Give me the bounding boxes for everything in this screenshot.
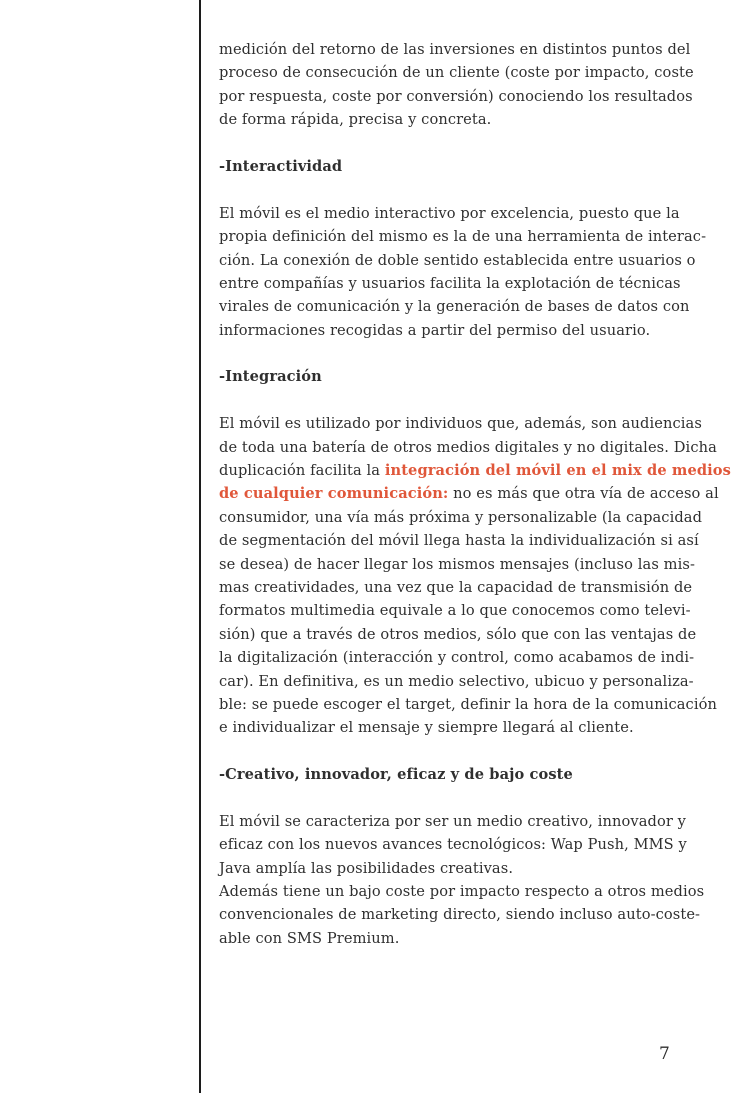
margin-rule <box>199 0 201 1093</box>
paragraph-creativo <box>219 810 705 950</box>
text-fragment: duplicación facilita la <box>219 462 385 480</box>
text-line: Además tiene un bajo coste por impacto respecto a otros medios <box>219 883 705 901</box>
text-line: medición del retorno de las inversiones en distintos puntos del <box>219 41 691 58</box>
text-line: virales de comunicación y la generación de bases de datos con <box>219 298 690 316</box>
text-line: se desea) de hacer llegar los mismos mensajes (incluso las mis- <box>219 555 695 573</box>
text-line: de forma rápida, precisa y concreta. <box>219 111 492 129</box>
text-line: entre compañías y usuarios facilita la explotación de técnicas <box>219 274 681 292</box>
text-line: ción. La conexión de doble sentido establecida entre usuarios o <box>219 251 696 269</box>
highlighted-phrase: integración del móvil en el mix de medios <box>384 462 731 480</box>
page-content <box>219 38 731 950</box>
text-line: convencionales de marketing directo, siendo incluso auto-coste- <box>219 906 701 924</box>
text-line <box>219 482 719 505</box>
text-line: proceso de consecución de un cliente (coste por impacto, coste <box>219 64 694 82</box>
text-line: mas creatividades, una vez que la capacidad de transmisión de <box>219 578 693 596</box>
text-line: propia definición del mismo es la de una herramienta de interac- <box>219 228 707 246</box>
text-line: sión) que a través de otros medios, sólo que con las ventajas de <box>219 625 697 643</box>
text-line: eficaz con los nuevos avances tecnológicos: Wap Push, MMS y <box>219 836 687 854</box>
page-number: 7 <box>659 1044 670 1064</box>
highlighted-phrase: de cualquier comunicación: <box>219 485 449 503</box>
text-fragment: no es más que otra vía de acceso al <box>448 485 719 503</box>
section-heading-integracion: -Integración <box>219 368 322 386</box>
text-line: car). En definitiva, es un medio selectivo, ubicuo y personaliza- <box>219 672 694 690</box>
text-line: Java amplía las posibilidades creativas. <box>219 859 514 877</box>
text-line: consumidor, una vía más próxima y personalizable (la capacidad <box>219 508 703 526</box>
section-heading-interactividad: -Interactividad <box>219 157 343 175</box>
text-line: El móvil es el medio interactivo por excelencia, puesto que la <box>219 204 680 222</box>
text-line: El móvil se caracteriza por ser un medio creativo, innovador y <box>219 812 687 830</box>
text-line: ble: se puede escoger el target, definir la hora de la comunicación <box>219 695 717 713</box>
section-heading-creativo: -Creativo, innovador, eficaz y de bajo coste <box>219 766 573 784</box>
text-line: la digitalización (interacción y control, como acabamos de indi- <box>219 649 695 667</box>
paragraph-intro <box>219 38 694 132</box>
paragraph-integracion <box>219 412 731 739</box>
text-line: e individualizar el mensaje y siempre llegará al cliente. <box>219 719 634 737</box>
text-line: able con SMS Premium. <box>219 929 400 947</box>
paragraph-interactividad <box>219 202 707 342</box>
text-line: de segmentación del móvil llega hasta la individualización si así <box>219 532 699 550</box>
text-line: informaciones recogidas a partir del permiso del usuario. <box>219 321 651 339</box>
text-line <box>219 459 731 482</box>
text-line: por respuesta, coste por conversión) conociendo los resultados <box>219 87 693 105</box>
text-line: formatos multimedia equivale a lo que conocemos como televi- <box>219 602 691 620</box>
text-line: de toda una batería de otros medios digitales y no digitales. Dicha <box>219 438 717 456</box>
text-line: El móvil es utilizado por individuos que, además, son audiencias <box>219 415 702 433</box>
